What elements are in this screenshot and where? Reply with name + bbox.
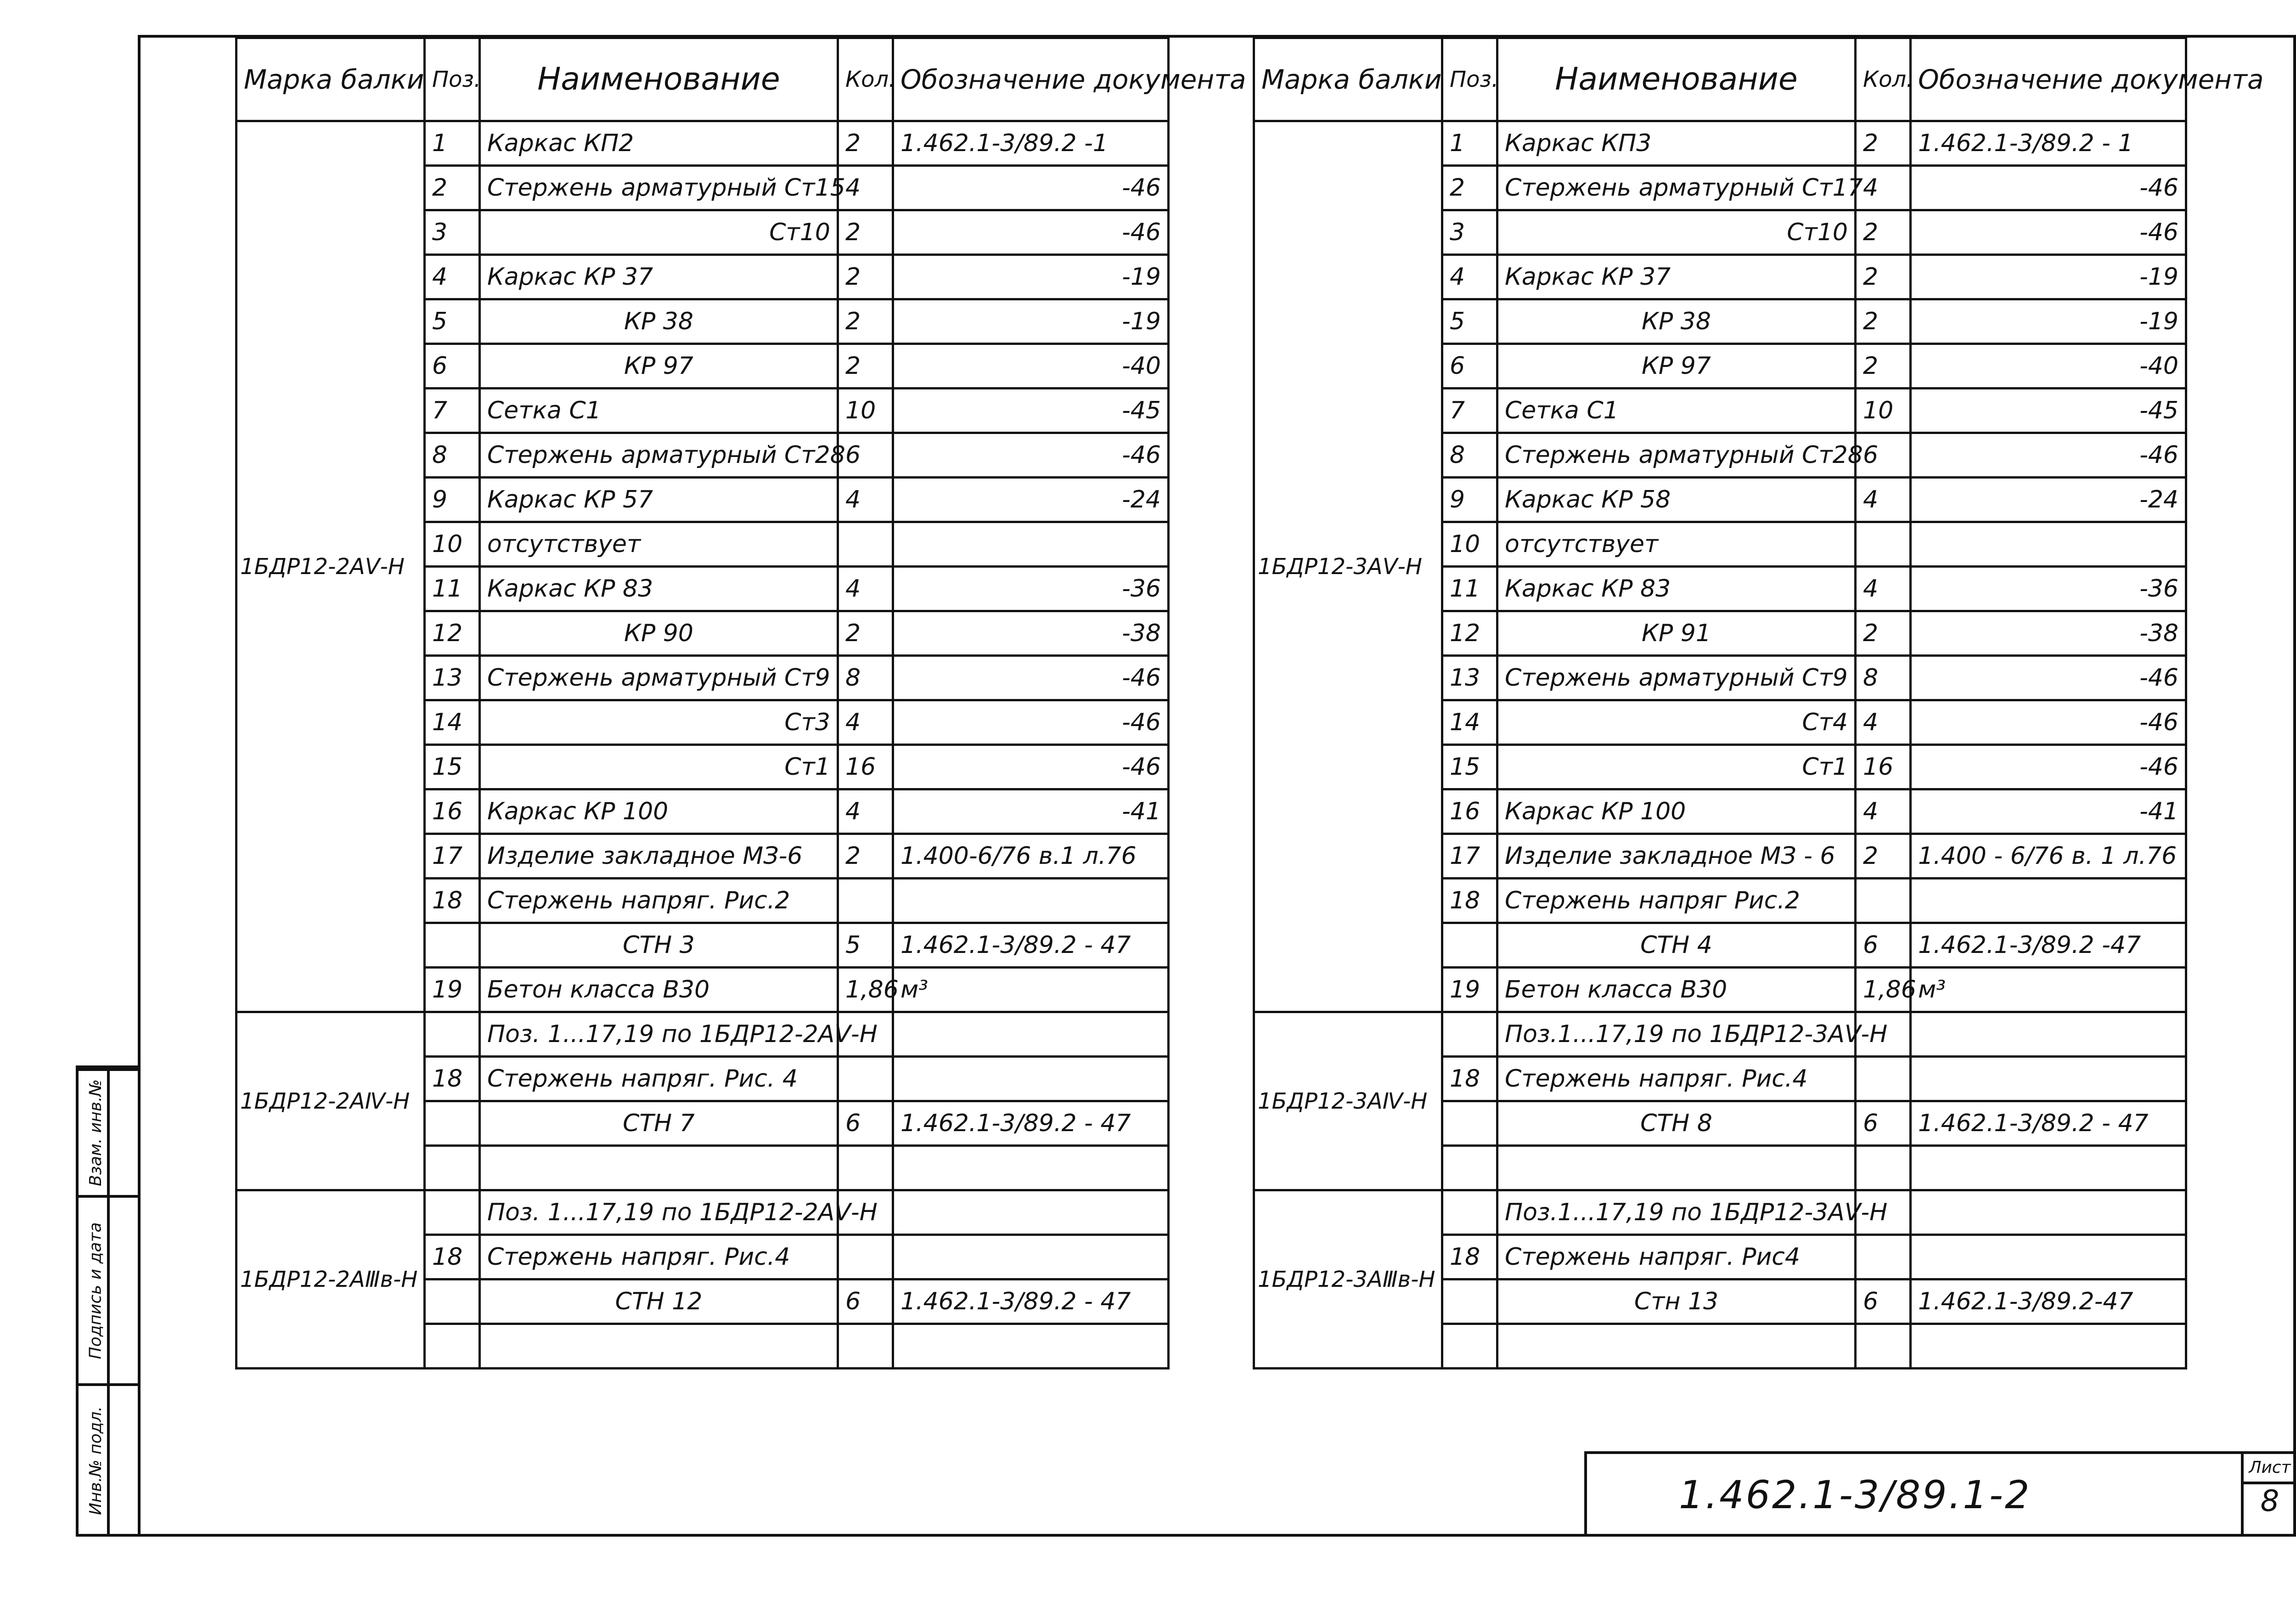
header-name: Наименование (1497, 38, 1856, 121)
quantity (838, 1146, 893, 1190)
document-ref: 1.400-6/76 в.1 л.76 (893, 834, 1169, 879)
document-ref: -19 (893, 255, 1169, 299)
header-pos: Поз. (425, 38, 480, 121)
position (425, 1190, 480, 1235)
quantity: 2 (1856, 611, 1911, 656)
item-name (1497, 1324, 1856, 1369)
item-name: КР 38 (480, 299, 838, 344)
header-qty: Кол. (1856, 38, 1911, 121)
document-ref: 1.400 - 6/76 в. 1 л.76 (1911, 834, 2186, 879)
quantity (1856, 1324, 1911, 1369)
sheet-label: Лист (2244, 1454, 2296, 1484)
item-name: КР 97 (480, 344, 838, 389)
beam-brand: 1БДР12-2АⅣ-Н (236, 1012, 425, 1190)
quantity (1856, 879, 1911, 923)
item-name: СТН 7 (480, 1101, 838, 1146)
item-name: КР 91 (1497, 611, 1856, 656)
quantity: 4 (1856, 166, 1911, 210)
quantity: 4 (838, 166, 893, 210)
header-name: Наименование (480, 38, 838, 121)
quantity: 10 (1856, 389, 1911, 433)
beam-brand: 1БДР12-3АⅢв-Н (1254, 1190, 1442, 1369)
item-name: Ст4 (1497, 700, 1856, 745)
item-name: КР 38 (1497, 299, 1856, 344)
item-name: Стержень напряг Рис.2 (1497, 879, 1856, 923)
document-ref (1911, 1057, 2186, 1101)
position: 9 (425, 478, 480, 522)
item-name: отсутствует (480, 522, 838, 567)
document-ref: -19 (893, 299, 1169, 344)
document-ref: 1.462.1-3/89.2 - 47 (893, 923, 1169, 968)
item-name: Бетон класса В30 (1497, 968, 1856, 1012)
position: 18 (425, 1235, 480, 1279)
document-ref: -36 (1911, 567, 2186, 611)
position: 18 (425, 879, 480, 923)
item-name: Сетка С1 (1497, 389, 1856, 433)
item-name: Каркас КР 83 (480, 567, 838, 611)
item-name: Стержень арматурный Ст15 (480, 166, 838, 210)
replaces-inv-label: Взам. инв.№ (86, 1079, 105, 1186)
position: 4 (1442, 255, 1497, 299)
item-name: Поз.1...17,19 по 1БДР12-3АⅤ-Н (1497, 1190, 1856, 1235)
item-name: Каркас КР 100 (1497, 789, 1856, 834)
position (425, 1146, 480, 1190)
document-ref: -41 (1911, 789, 2186, 834)
signature-date-label: Подпись и дата (86, 1222, 105, 1359)
quantity (1856, 1235, 1911, 1279)
item-name: Поз. 1...17,19 по 1БДР12-2АⅤ-Н (480, 1012, 838, 1057)
item-name: СТН 12 (480, 1279, 838, 1324)
position: 12 (1442, 611, 1497, 656)
document-ref (893, 1012, 1169, 1057)
document-ref: 1.462.1-3/89.2 -47 (1911, 923, 2186, 968)
quantity (838, 879, 893, 923)
title-block (1584, 1451, 2296, 1537)
position: 17 (1442, 834, 1497, 879)
table-row (236, 1012, 1169, 1057)
table-row (1254, 121, 2186, 166)
position (1442, 923, 1497, 968)
quantity (838, 522, 893, 567)
quantity: 2 (1856, 299, 1911, 344)
item-name: Поз.1...17,19 по 1БДР12-3АⅤ-Н (1497, 1012, 1856, 1057)
position: 15 (1442, 745, 1497, 789)
item-name: Стержень арматурный Ст9 (1497, 656, 1856, 700)
item-name: КР 90 (480, 611, 838, 656)
document-ref: -38 (893, 611, 1169, 656)
quantity: 6 (1856, 923, 1911, 968)
document-ref: -41 (893, 789, 1169, 834)
document-ref (893, 1235, 1169, 1279)
position: 14 (425, 700, 480, 745)
quantity: 6 (1856, 433, 1911, 478)
item-name: Стержень арматурный Ст9 (480, 656, 838, 700)
item-name: Ст10 (1497, 210, 1856, 255)
item-name: Стержень арматурный Ст17 (1497, 166, 1856, 210)
table-row (1254, 1190, 2186, 1235)
quantity: 1,86 (1856, 968, 1911, 1012)
quantity: 8 (1856, 656, 1911, 700)
document-ref: -38 (1911, 611, 2186, 656)
item-name: Изделие закладное МЗ-6 (480, 834, 838, 879)
position: 5 (1442, 299, 1497, 344)
position: 13 (1442, 656, 1497, 700)
item-name: Стн 13 (1497, 1279, 1856, 1324)
position: 16 (1442, 789, 1497, 834)
document-ref (1911, 879, 2186, 923)
table-row (236, 121, 1169, 166)
quantity: 2 (838, 834, 893, 879)
document-ref: -46 (893, 700, 1169, 745)
document-ref: -24 (893, 478, 1169, 522)
header-doc: Обозначение документа (893, 38, 1169, 121)
document-ref: -46 (1911, 166, 2186, 210)
position: 14 (1442, 700, 1497, 745)
position: 10 (425, 522, 480, 567)
document-ref (893, 1190, 1169, 1235)
document-ref: -46 (1911, 700, 2186, 745)
document-ref (1911, 1190, 2186, 1235)
position: 1 (1442, 121, 1497, 166)
document-ref: -40 (1911, 344, 2186, 389)
document-code: 1.462.1-3/89.1-2 (1679, 1472, 2032, 1517)
beam-brand: 1БДР12-3АⅣ-Н (1254, 1012, 1442, 1190)
document-ref: 1.462.1-3/89.2 - 47 (1911, 1101, 2186, 1146)
position (425, 923, 480, 968)
item-name: Ст3 (480, 700, 838, 745)
position: 6 (1442, 344, 1497, 389)
position: 18 (425, 1057, 480, 1101)
quantity: 8 (838, 656, 893, 700)
document-ref: -45 (893, 389, 1169, 433)
document-ref: 1.462.1-3/89.2 - 47 (893, 1279, 1169, 1324)
side-stamp (76, 1065, 138, 1537)
document-ref (1911, 522, 2186, 567)
position: 2 (1442, 166, 1497, 210)
document-ref (893, 1146, 1169, 1190)
document-ref: м³ (1911, 968, 2186, 1012)
document-ref (1911, 1235, 2186, 1279)
position: 19 (425, 968, 480, 1012)
spec-table-right (1253, 37, 2264, 1369)
item-name: Ст1 (480, 745, 838, 789)
position (425, 1101, 480, 1146)
quantity: 6 (1856, 1101, 1911, 1146)
item-name: Каркас КП2 (480, 121, 838, 166)
position (1442, 1279, 1497, 1324)
quantity: 6 (838, 433, 893, 478)
item-name: Изделие закладное МЗ - 6 (1497, 834, 1856, 879)
position: 1 (425, 121, 480, 166)
quantity (1856, 1146, 1911, 1190)
position (1442, 1012, 1497, 1057)
quantity: 2 (1856, 210, 1911, 255)
document-ref: -19 (1911, 299, 2186, 344)
quantity: 6 (838, 1101, 893, 1146)
position: 13 (425, 656, 480, 700)
position: 9 (1442, 478, 1497, 522)
document-ref: -46 (1911, 656, 2186, 700)
table-row (1254, 1012, 2186, 1057)
quantity: 2 (838, 121, 893, 166)
position (425, 1279, 480, 1324)
document-ref: -40 (893, 344, 1169, 389)
document-ref: -46 (1911, 433, 2186, 478)
position: 15 (425, 745, 480, 789)
quantity: 6 (1856, 1279, 1911, 1324)
spec-table-left (235, 37, 1246, 1369)
document-ref (1911, 1146, 2186, 1190)
position: 8 (425, 433, 480, 478)
inv-no-label: Инв.№ подл. (86, 1406, 105, 1515)
document-ref: 1.462.1-3/89.2 - 47 (893, 1101, 1169, 1146)
document-ref: -46 (893, 166, 1169, 210)
item-name: Каркас КР 37 (480, 255, 838, 299)
position (1442, 1324, 1497, 1369)
document-ref: -36 (893, 567, 1169, 611)
document-ref: -46 (1911, 745, 2186, 789)
position: 5 (425, 299, 480, 344)
quantity: 2 (1856, 834, 1911, 879)
quantity: 4 (838, 478, 893, 522)
header-brand: Марка балки (236, 38, 425, 121)
sheet-box (2241, 1454, 2296, 1537)
position: 11 (425, 567, 480, 611)
item-name: Поз. 1...17,19 по 1БДР12-2АⅤ-Н (480, 1190, 838, 1235)
quantity: 5 (838, 923, 893, 968)
position: 19 (1442, 968, 1497, 1012)
position: 18 (1442, 1235, 1497, 1279)
item-name: Стержень напряг. Рис.2 (480, 879, 838, 923)
quantity: 2 (838, 299, 893, 344)
position: 16 (425, 789, 480, 834)
quantity: 2 (838, 255, 893, 299)
document-ref: 1.462.1-3/89.2-47 (1911, 1279, 2186, 1324)
position (1442, 1146, 1497, 1190)
position: 8 (1442, 433, 1497, 478)
item-name: Бетон класса В30 (480, 968, 838, 1012)
document-ref: 1.462.1-3/89.2 -1 (893, 121, 1169, 166)
item-name: Каркас КР 57 (480, 478, 838, 522)
item-name: Каркас КР 100 (480, 789, 838, 834)
quantity: 2 (1856, 121, 1911, 166)
item-name: КР 97 (1497, 344, 1856, 389)
quantity: 2 (1856, 255, 1911, 299)
item-name: Ст10 (480, 210, 838, 255)
quantity: 2 (838, 611, 893, 656)
position (1442, 1101, 1497, 1146)
document-ref (893, 879, 1169, 923)
quantity: 4 (1856, 789, 1911, 834)
sheet-number: 8 (2260, 1484, 2279, 1518)
position: 3 (1442, 210, 1497, 255)
header-brand: Марка балки (1254, 38, 1442, 121)
item-name: СТН 4 (1497, 923, 1856, 968)
quantity (1856, 1057, 1911, 1101)
position: 7 (425, 389, 480, 433)
item-name (1497, 1146, 1856, 1190)
quantity (838, 1324, 893, 1369)
item-name: Каркас КР 83 (1497, 567, 1856, 611)
item-name: Каркас КР 58 (1497, 478, 1856, 522)
quantity: 16 (1856, 745, 1911, 789)
item-name: Стержень арматурный Ст28 (480, 433, 838, 478)
position (425, 1012, 480, 1057)
position: 10 (1442, 522, 1497, 567)
position: 4 (425, 255, 480, 299)
item-name (480, 1146, 838, 1190)
item-name: Каркас КР 37 (1497, 255, 1856, 299)
document-ref (893, 1324, 1169, 1369)
item-name: СТН 3 (480, 923, 838, 968)
position (425, 1324, 480, 1369)
quantity: 2 (1856, 344, 1911, 389)
item-name: Сетка С1 (480, 389, 838, 433)
item-name: Стержень напряг. Рис4 (1497, 1235, 1856, 1279)
quantity (838, 1235, 893, 1279)
item-name (480, 1324, 838, 1369)
quantity (838, 1057, 893, 1101)
quantity: 16 (838, 745, 893, 789)
header-qty: Кол. (838, 38, 893, 121)
quantity: 4 (1856, 567, 1911, 611)
position: 2 (425, 166, 480, 210)
position: 6 (425, 344, 480, 389)
quantity: 4 (1856, 478, 1911, 522)
document-ref: -46 (893, 656, 1169, 700)
item-name: Стержень напряг. Рис.4 (1497, 1057, 1856, 1101)
position: 18 (1442, 879, 1497, 923)
quantity: 4 (838, 789, 893, 834)
document-ref: -46 (893, 210, 1169, 255)
document-ref: -46 (893, 433, 1169, 478)
beam-brand: 1БДР12-2АⅢв-Н (236, 1190, 425, 1369)
document-ref: -46 (1911, 210, 2186, 255)
position: 12 (425, 611, 480, 656)
document-ref (1911, 1012, 2186, 1057)
quantity: 2 (838, 344, 893, 389)
document-ref: м³ (893, 968, 1169, 1012)
position: 3 (425, 210, 480, 255)
item-name: Ст1 (1497, 745, 1856, 789)
document-ref: -46 (893, 745, 1169, 789)
document-ref (893, 522, 1169, 567)
header-doc: Обозначение документа (1911, 38, 2186, 121)
document-ref: -45 (1911, 389, 2186, 433)
item-name: отсутствует (1497, 522, 1856, 567)
quantity: 1,86 (838, 968, 893, 1012)
document-ref (893, 1057, 1169, 1101)
quantity: 6 (838, 1279, 893, 1324)
position (1442, 1190, 1497, 1235)
document-ref: 1.462.1-3/89.2 - 1 (1911, 121, 2186, 166)
table-row (236, 1190, 1169, 1235)
position: 18 (1442, 1057, 1497, 1101)
position: 7 (1442, 389, 1497, 433)
item-name: Стержень напряг. Рис. 4 (480, 1057, 838, 1101)
document-ref (1911, 1324, 2186, 1369)
quantity: 2 (838, 210, 893, 255)
quantity: 4 (838, 700, 893, 745)
beam-brand: 1БДР12-3АⅤ-Н (1254, 121, 1442, 1012)
beam-brand: 1БДР12-2АⅤ-Н (236, 121, 425, 1012)
item-name: Каркас КП3 (1497, 121, 1856, 166)
item-name: Стержень арматурный Ст28 (1497, 433, 1856, 478)
quantity: 10 (838, 389, 893, 433)
position: 17 (425, 834, 480, 879)
document-ref: -24 (1911, 478, 2186, 522)
header-pos: Поз. (1442, 38, 1497, 121)
item-name: СТН 8 (1497, 1101, 1856, 1146)
quantity (1856, 522, 1911, 567)
document-ref: -19 (1911, 255, 2186, 299)
item-name: Стержень напряг. Рис.4 (480, 1235, 838, 1279)
quantity: 4 (838, 567, 893, 611)
position: 11 (1442, 567, 1497, 611)
quantity: 4 (1856, 700, 1911, 745)
